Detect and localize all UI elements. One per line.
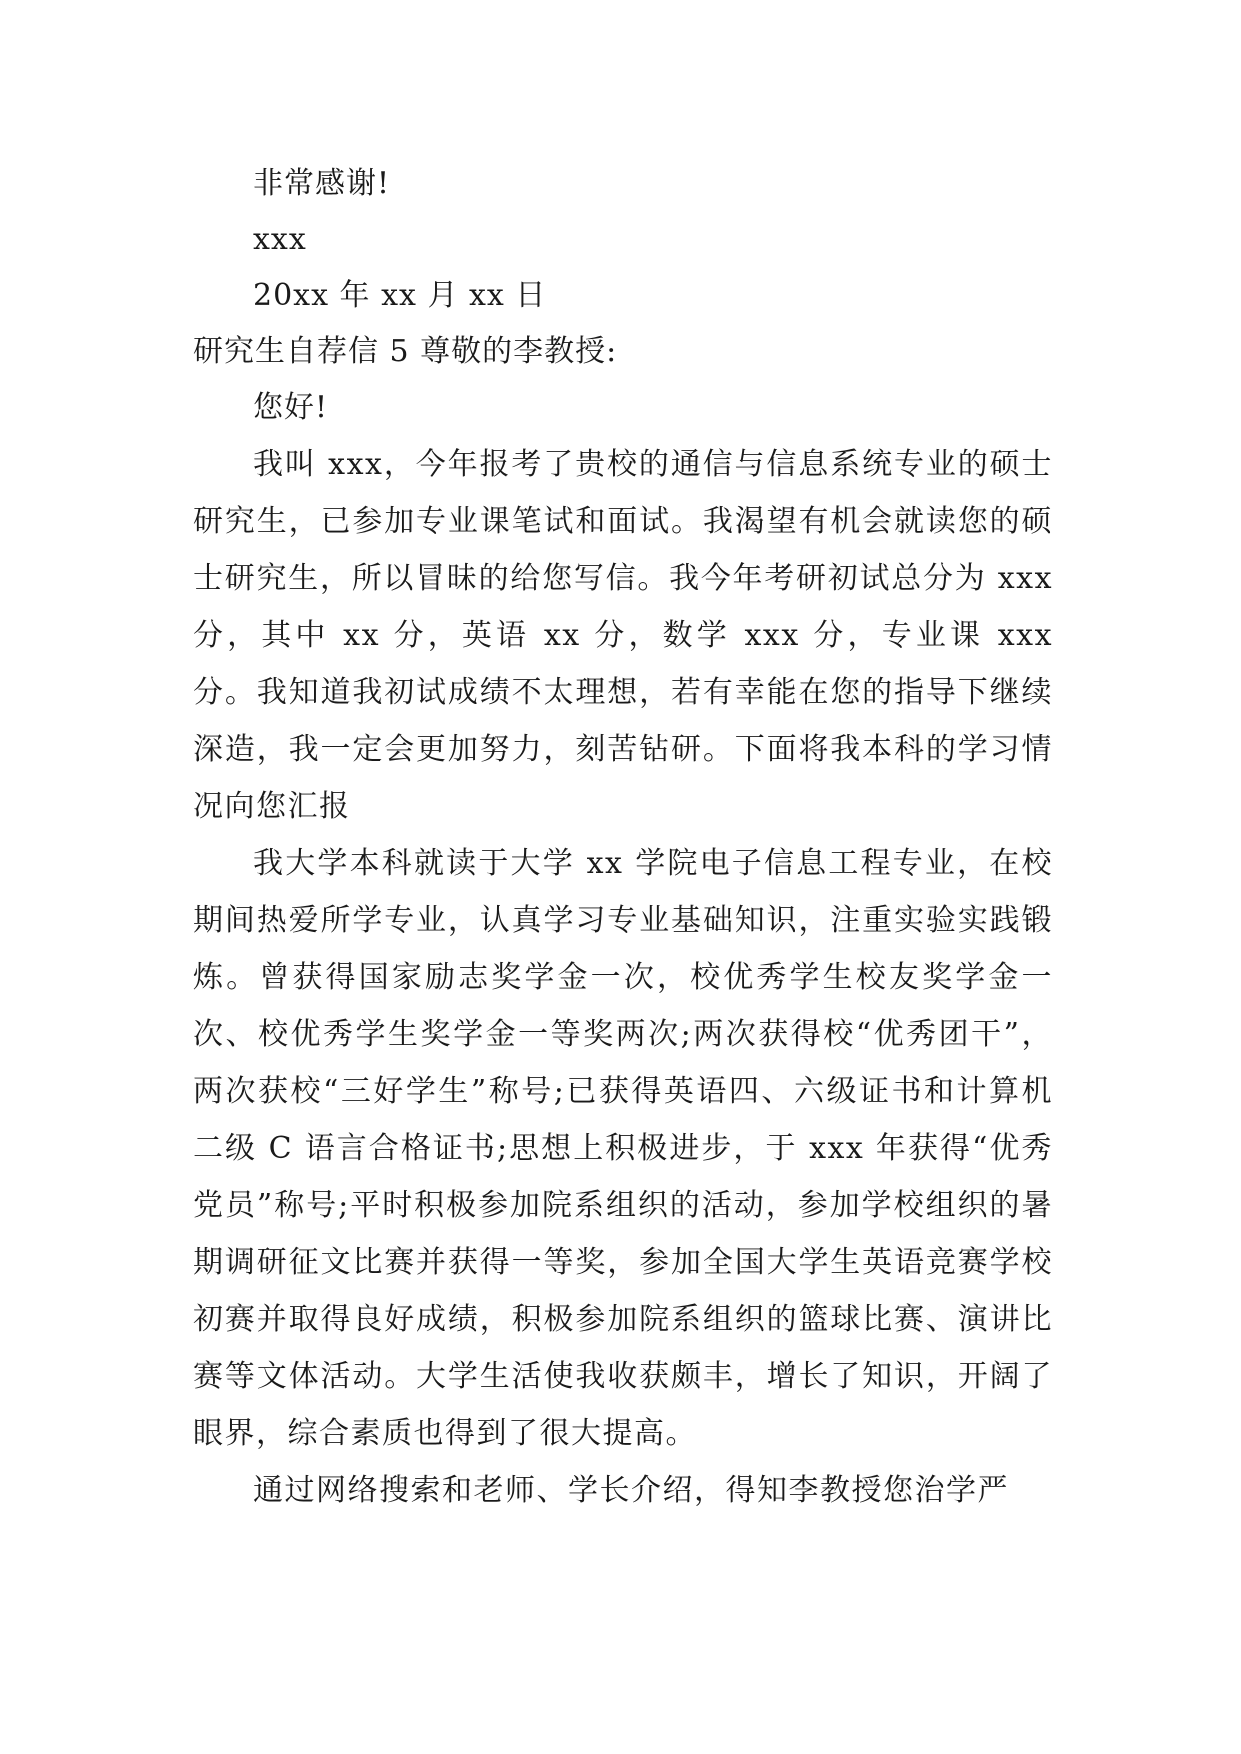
letter-heading: 研究生自荐信 5 尊敬的李教授: (193, 334, 618, 369)
closing-signature: xxx (253, 222, 307, 257)
paragraph-professor-reference: 通过网络搜索和老师、学长介绍，得知李教授您治学严 (253, 1473, 1009, 1508)
paragraph-introduction: 我叫 xxx，今年报考了贵校的通信与信息系统专业的硕士研究生，已参加专业课笔试和面试。我渴望有机会就读您的硕士研究生，所以冒昧的给您写信。我今年考研初试总分为 xxx 分，其中 xx 分，英语 xx 分，数学 xxx 分，专业课 xxx 分。我知道我初试成绩不太理想，若有幸能在您的指导下继续深造，我一定会更加努力，刻苦钻研。下面将我本科的学习情况向您汇报 (193, 447, 1053, 824)
document-body (193, 156, 1053, 1519)
closing-thanks: 非常感谢! (253, 166, 391, 201)
letter-greeting: 您好! (253, 390, 329, 425)
paragraph-undergraduate-record: 我大学本科就读于大学 xx 学院电子信息工程专业，在校期间热爱所学专业，认真学习专业基础知识，注重实验实践锻炼。曾获得国家励志奖学金一次，校优秀学生校友奖学金一次、校优秀学生奖学金一等奖两次;两次获得校“优秀团干”，两次获校“三好学生”称号;已获得英语四、六级证书和计算机二级 C 语言合格证书;思想上积极进步，于 xxx 年获得“优秀党员”称号;平时积极参加院系组织的活动，参加学校组织的暑期调研征文比赛并获得一等奖，参加全国大学生英语竞赛学校初赛并取得良好成绩，积极参加院系组织的篮球比赛、演讲比赛等文体活动。大学生活使我收获颇丰，增长了知识，开阔了眼界，综合素质也得到了很大提高。 (193, 846, 1053, 1451)
closing-date: 20xx 年 xx 月 xx 日 (253, 278, 547, 313)
